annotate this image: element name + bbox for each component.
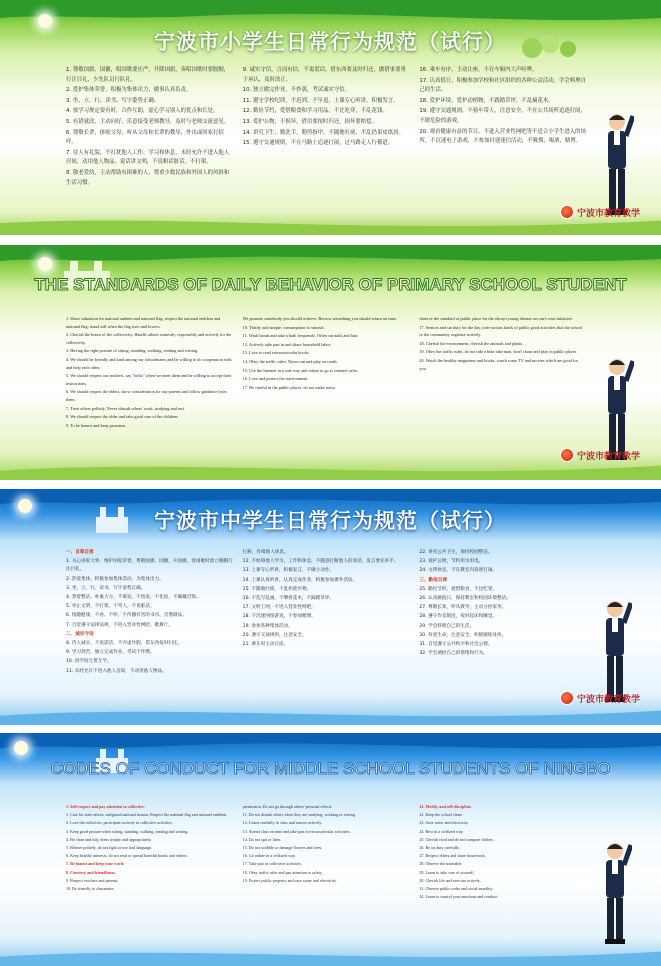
rules-text (66, 66, 586, 216)
rule: 9. To be honest and keep promises. (66, 422, 127, 428)
sun-icon (38, 14, 52, 28)
rule: 25. Cherish food and do not compare clothes. (419, 836, 494, 842)
rule: 19. Obey the traffic rules, do not ride a bike take man, don't chase and play in public places. (419, 349, 578, 355)
student-figure (598, 839, 632, 949)
board-primary-en (0, 245, 661, 480)
rule: 1. Care for state affairs, safeguard national honour. Respect the national flag and national emblem. (66, 812, 228, 818)
board-middle-en (0, 733, 661, 966)
section-heading: 二、诚实守信 (66, 631, 94, 637)
rule: 15. Do not scribble or damage flowers and trees. (242, 845, 323, 851)
rule: 3. 坐、立、行、读书、写字姿势正确。 (66, 585, 146, 591)
rule: 17. Take part in collective activities. (242, 861, 302, 867)
rule: 28. 遵守作息制度，按时起床和睡觉。 (419, 614, 498, 620)
rule: 1. 关心国家大事，维护国家荣誉，尊敬国旗、国徽，升国旗、奏国歌时肃立脱帽行注目礼。 (66, 559, 233, 573)
rule: 6. We should respect the elders, show consideration for our parents and follow guidance from them. (66, 389, 227, 402)
rule: 25. 勤俭节约，爱惜粮食，不比吃穿。 (419, 586, 498, 592)
rule: 32. Learn to control your emotions and conduct. (419, 894, 499, 900)
rule: 18. Obey traffic rules and pay attention to safety. (242, 869, 323, 875)
board-middle-cn (0, 489, 661, 725)
rule: 27. 尊敬长辈，听从教导，主动分担家务。 (419, 605, 507, 611)
logo-name: 宁波市教育教学 (577, 208, 641, 219)
rule: 11. Do not disturb others when they are studying, working or resting. (242, 812, 356, 818)
rule: 9. Respect teachers and parents. (66, 877, 119, 883)
rule: 30. Cherish life and exercise actively. (419, 877, 481, 883)
sun-icon (18, 499, 32, 513)
rule: 4. Be clean and tidy, dress simply and appropriately. (66, 836, 152, 842)
rule: 1. Show salutation for national anthem and national flag, respect the national emblem and national flag, stand still when the flag rises and lowers. (66, 316, 221, 329)
rule: 10. 独立做完作业，不抄袭，考试诚实守信。 (242, 87, 350, 94)
rule: observe the standard of public place for the always young disease on one's own initiative. (419, 316, 573, 321)
castle-icon (92, 505, 132, 533)
rule: 14. 讲究卫生，勤洗手，勤剪指甲，不随地吐痰，不乱扔果皮纸屑。 (242, 129, 404, 136)
board-title: 宁波市中学生日常行为规范（试行） (154, 509, 506, 533)
rule: 23. 爱护公物，节约用水用电。 (419, 559, 484, 565)
rule: 16. Go online in a civilized way. (242, 853, 296, 859)
rule: 22. Keep the school clean. (419, 812, 463, 818)
rule: 10. 同学间互帮互学。 (66, 659, 112, 665)
board-title: CODES OF CONDUCT FOR MIDDLE SCHOOL STUDENTS OF NINGBO (50, 759, 611, 778)
student-figure (600, 110, 634, 220)
rule: 6. 情趣健康，不看、不听、不传播有害的书刊、音像制品。 (66, 613, 187, 619)
rule: 5. We should respect our teachers, say "hello" when we meet them and be willing to accept their instructions. (66, 373, 232, 386)
rule: 15. 遵守交通规则，不在马路上追逐打闹，过马路走人行横道。 (242, 140, 394, 147)
rule: 4. We should be friendly and kind among our schoolmates and be willing to do cooperation with and help each other. (66, 356, 232, 370)
rule: 31. Observe public order and social morality. (419, 886, 494, 892)
rule: 18. 不沉迷网络游戏，不参加赌博。 (242, 614, 316, 620)
section-heading: 21. Thrifty and self-discipline. (419, 804, 472, 809)
rule: permission. Do not go through others' personal effects. (242, 804, 333, 809)
rule: 12. Listen carefully in class and answer actively. (242, 820, 323, 826)
rule: 26. 认真做值日，保持教室和校园环境整洁。 (419, 596, 511, 602)
column-3 (419, 66, 586, 216)
rule: 13. Attend class on time and take part in extracurricular activities. (242, 828, 351, 834)
rule: 17. 认真值日，积极参加学校和社区组织的各种公益活动，学会料理自己的生活。 (419, 77, 586, 94)
trees-icon (520, 34, 580, 64)
board-primary-cn (0, 0, 661, 235)
column-2 (243, 315, 410, 465)
rule: 20. 观看健康有益的节目，不进入营业性网吧等不适合小学生进入的场所，不沉迷电子游戏，不参加封建迷信活动，不吸烟、喝酒、赌博。 (419, 128, 586, 145)
rule: 3. Keep good posture when sitting, standing, walking, reading and writing. (66, 828, 189, 834)
rule: 17. Seniors and sin duty for the day, join various kinds of public good activities that the school or the community organize actively. (419, 324, 582, 338)
rule: 17. 文明上网，不进入营业性网吧。 (242, 605, 316, 611)
column-2 (243, 66, 410, 216)
rule: 23. Save water and electricity. (419, 820, 469, 826)
rule: 10. Thrifty and simple, consumption is rational. (242, 324, 325, 330)
sun-icon (38, 257, 52, 271)
rule: 28. Observe the timetable. (419, 861, 463, 867)
rule: 2. Love the collective, participate actively in collective activities. (66, 820, 173, 826)
rule: 5. 举止文明，不打架，不骂人，不说脏话。 (66, 604, 155, 610)
rule: 2. 热爱集体，积极参加集体活动，为集体出力。 (66, 576, 164, 582)
rule: 16. 不乱写乱画，不攀折花木，不踩踏草坪。 (242, 596, 335, 602)
rule: 5. 有错就改，主动问好，乐意接受老师教导，及时与老师交流意见。 (66, 118, 230, 125)
rule: 13. 上课专心听讲，积极发言，不做小动作。 (242, 568, 335, 574)
rule: 11. Wash hands and take a bath frequently. Often cut nails and hair. (242, 333, 359, 339)
section-heading: 一、自尊自爱 (66, 550, 94, 555)
footer-wave (0, 458, 661, 480)
rule: 11. 遵守学校纪律，不迟到、不早退，上课专心听讲，积极发言。 (242, 97, 399, 104)
rule: 19. Protect public property and save water and electricity. (242, 877, 337, 883)
header-wave (0, 0, 661, 28)
rule: 30. 珍爱生命，注意安全，积极锻炼身体。 (419, 632, 507, 638)
section-heading: 1. Self-respect and pay attention to collective. (66, 804, 145, 809)
rule: 打鼾，作揖他人休息。 (242, 550, 289, 555)
rule: 32. 学会调控自己的情绪和行为。 (419, 651, 488, 657)
rule: 27. Respect elders and share housework. (419, 853, 486, 859)
board-title: THE STANDARDS OF DAILY BEHAVIOR OF PRIMARY SCHOOL STUDENT (34, 275, 627, 294)
column-3 (419, 803, 586, 953)
footer-wave (0, 703, 661, 725)
rule: 16. 乘车有序，主动让座，不在车厢内大声喧哗。 (419, 67, 538, 73)
rule: 7. 自觉遵守法律法规，不进入营业性网吧、歌舞厅。 (66, 622, 173, 628)
rule: 6. Keep healthy interests, do not read or spread harmful books and videos. (66, 853, 188, 859)
rule: 14. 上课认真听讲，认真完成作业，积极参加课外活动。 (242, 577, 358, 583)
rules-text (66, 549, 586, 709)
rule: 17. Be careful in the public places, do not make noise. (242, 384, 336, 390)
rule: 19. 遵守交通规则，不骑车带人，注意安全，不在公共场所追逐打闹，不做危险的游戏。 (419, 108, 586, 124)
logo-name: 宁波市教育教学 (577, 451, 641, 462)
rule: 13. 爱护公物，不损坏，借用要按时归还，损坏要赔偿。 (242, 118, 377, 125)
rule: 11. 未经允许不进入他人房间，不动用他人物品。 (66, 668, 167, 674)
rule: 12. 不妨碍他人学习、工作和休息，不随意打断他人的谈话，发言要先举手。 (242, 559, 399, 565)
column-2 (243, 549, 410, 709)
rule: We promise somebody you should achieve. Borrow something you should return on time. (242, 316, 397, 321)
rule: 2. 爱护集体荣誉，积极为集体出力，做事认真负责。 (66, 87, 192, 94)
section-heading: 7. Be honest and keep your word. (66, 861, 125, 867)
rule: 12. Actively take part in and share household labor. (242, 341, 331, 347)
rule: 5. Behave politely, do not fight or use foul language. (66, 845, 153, 851)
board-title: 宁波市小学生日常行为规范（试行） (154, 30, 506, 54)
rule: 8. We should respect the older and take good care of the children. (66, 414, 179, 420)
rule: 15. 不随地吐痰，不乱扔废弃物。 (242, 586, 312, 592)
rule: 9. 诚实守信，言而有信，不说谎话，借东西要及时归还，做错事要勇于承认，及时改正。 (242, 67, 406, 83)
rule: 8. 敬老爱幼，主动帮助有困难的人，尊重少数民族和外国人的风俗和生活习惯。 (66, 169, 230, 186)
rule: 9. 学习刻苦，独立完成作业，考试不作弊。 (66, 650, 155, 656)
rule: 10. Be friendly to classmates. (66, 886, 115, 892)
column-1 (66, 66, 233, 216)
rule: 7. 待人有礼貌，不打扰他人工作、学习和休息，未经允许不进入他人房间，动用他人物品，说话讲文明，不说粗话脏话，不打架。 (66, 149, 230, 166)
rule: 6. 尊敬长辈，体贴父母，听从父母和长辈的教导，外出或回家打招呼。 (66, 129, 224, 146)
rule: 24. Rest in a civilized way. (419, 828, 464, 834)
rule: 4. 穿着整洁、朴素大方，不染发、不烫发，不化妆，不佩戴首饰。 (66, 595, 201, 601)
rule: 26. Be on duty carefully. (419, 845, 460, 851)
rule: 13. Love to read extracurricular books. (242, 350, 310, 356)
rule: 21. 乘车时主动让座。 (242, 642, 289, 648)
section-heading: 8. Courtesy and friendliness. (66, 869, 116, 875)
rule: 15. Use the Internet in a safe way and refuse to go to internet cafes. (242, 367, 359, 373)
rule: 24. 文明休息，不在教室内追逐打闹。 (419, 568, 498, 574)
logo-name: 宁波市教育教学 (577, 694, 641, 705)
rule: 2. Cherish the honor of the collectivity. Handle affairs earnestly, responsibly and actively for the collectivity. (66, 332, 232, 345)
rule: 14. Do not spit or litter. (242, 836, 281, 842)
rule: 8. 待人诚实，不说谎话，不弄虚作假，借东西按时归还。 (66, 641, 183, 647)
footer-wave (0, 944, 661, 966)
rule: 14. Obey the traffic rules. Never run and play on roads. (242, 358, 338, 364)
rule: 1. 尊敬国旗、国徽，唱国歌要庄严，升降国旗，奏唱国歌时要脱帽，行注目礼，少先队员行队礼。 (66, 67, 230, 83)
rule: 18. 爱护环境，爱护动植物，不践踏草坪，不乱摘花木。 (419, 97, 554, 104)
rule: 29. Learn to take care of yourself. (419, 869, 475, 875)
column-2 (243, 803, 410, 953)
rule: 20. 遵守交通规则，注意安全。 (242, 632, 307, 638)
sun-icon (14, 741, 28, 755)
rule: 20. Watch the healthy magazines and books, watch some TV and movies which are good for you. (419, 357, 579, 371)
rule: 3. Having the right posture of sitting, standing, walking, reading and writing. (66, 348, 199, 354)
rule: 16. Love and protect the environment. (242, 376, 309, 382)
rules-text (66, 803, 586, 953)
rule: 18. Cherish the environment, cherish the animals and plants. (419, 340, 524, 346)
rule: 19. 参加各种集体活动。 (242, 623, 293, 629)
rule: 12. 勤俭节约，爱惜粮食和学习用品，不比吃穿，不乱花钱。 (242, 108, 388, 115)
rules-text (66, 315, 586, 465)
column-1 (66, 315, 233, 465)
column-3 (419, 549, 586, 709)
rule: 31. 自觉遵守公共秩序和社会公德。 (419, 642, 493, 648)
rule: 3. 坐、立、行、读书、写字姿势正确。 (66, 97, 160, 104)
rule: 7. Treat others politely. Never disturb others' work, studying and rest. (66, 405, 186, 411)
column-1 (66, 549, 233, 709)
column-1 (66, 803, 233, 953)
footer-wave (0, 213, 661, 235)
section-heading: 三、勤俭自律 (419, 577, 447, 583)
column-3 (419, 315, 586, 465)
rule: 4. 按学习规定要有时，合作互助，虚心学习别人的优点和长处。 (66, 108, 219, 115)
rule: 22. 讲究公共卫生，保持校园整洁。 (419, 550, 493, 555)
rule: 29. 学会料理自己的生活。 (419, 623, 475, 629)
